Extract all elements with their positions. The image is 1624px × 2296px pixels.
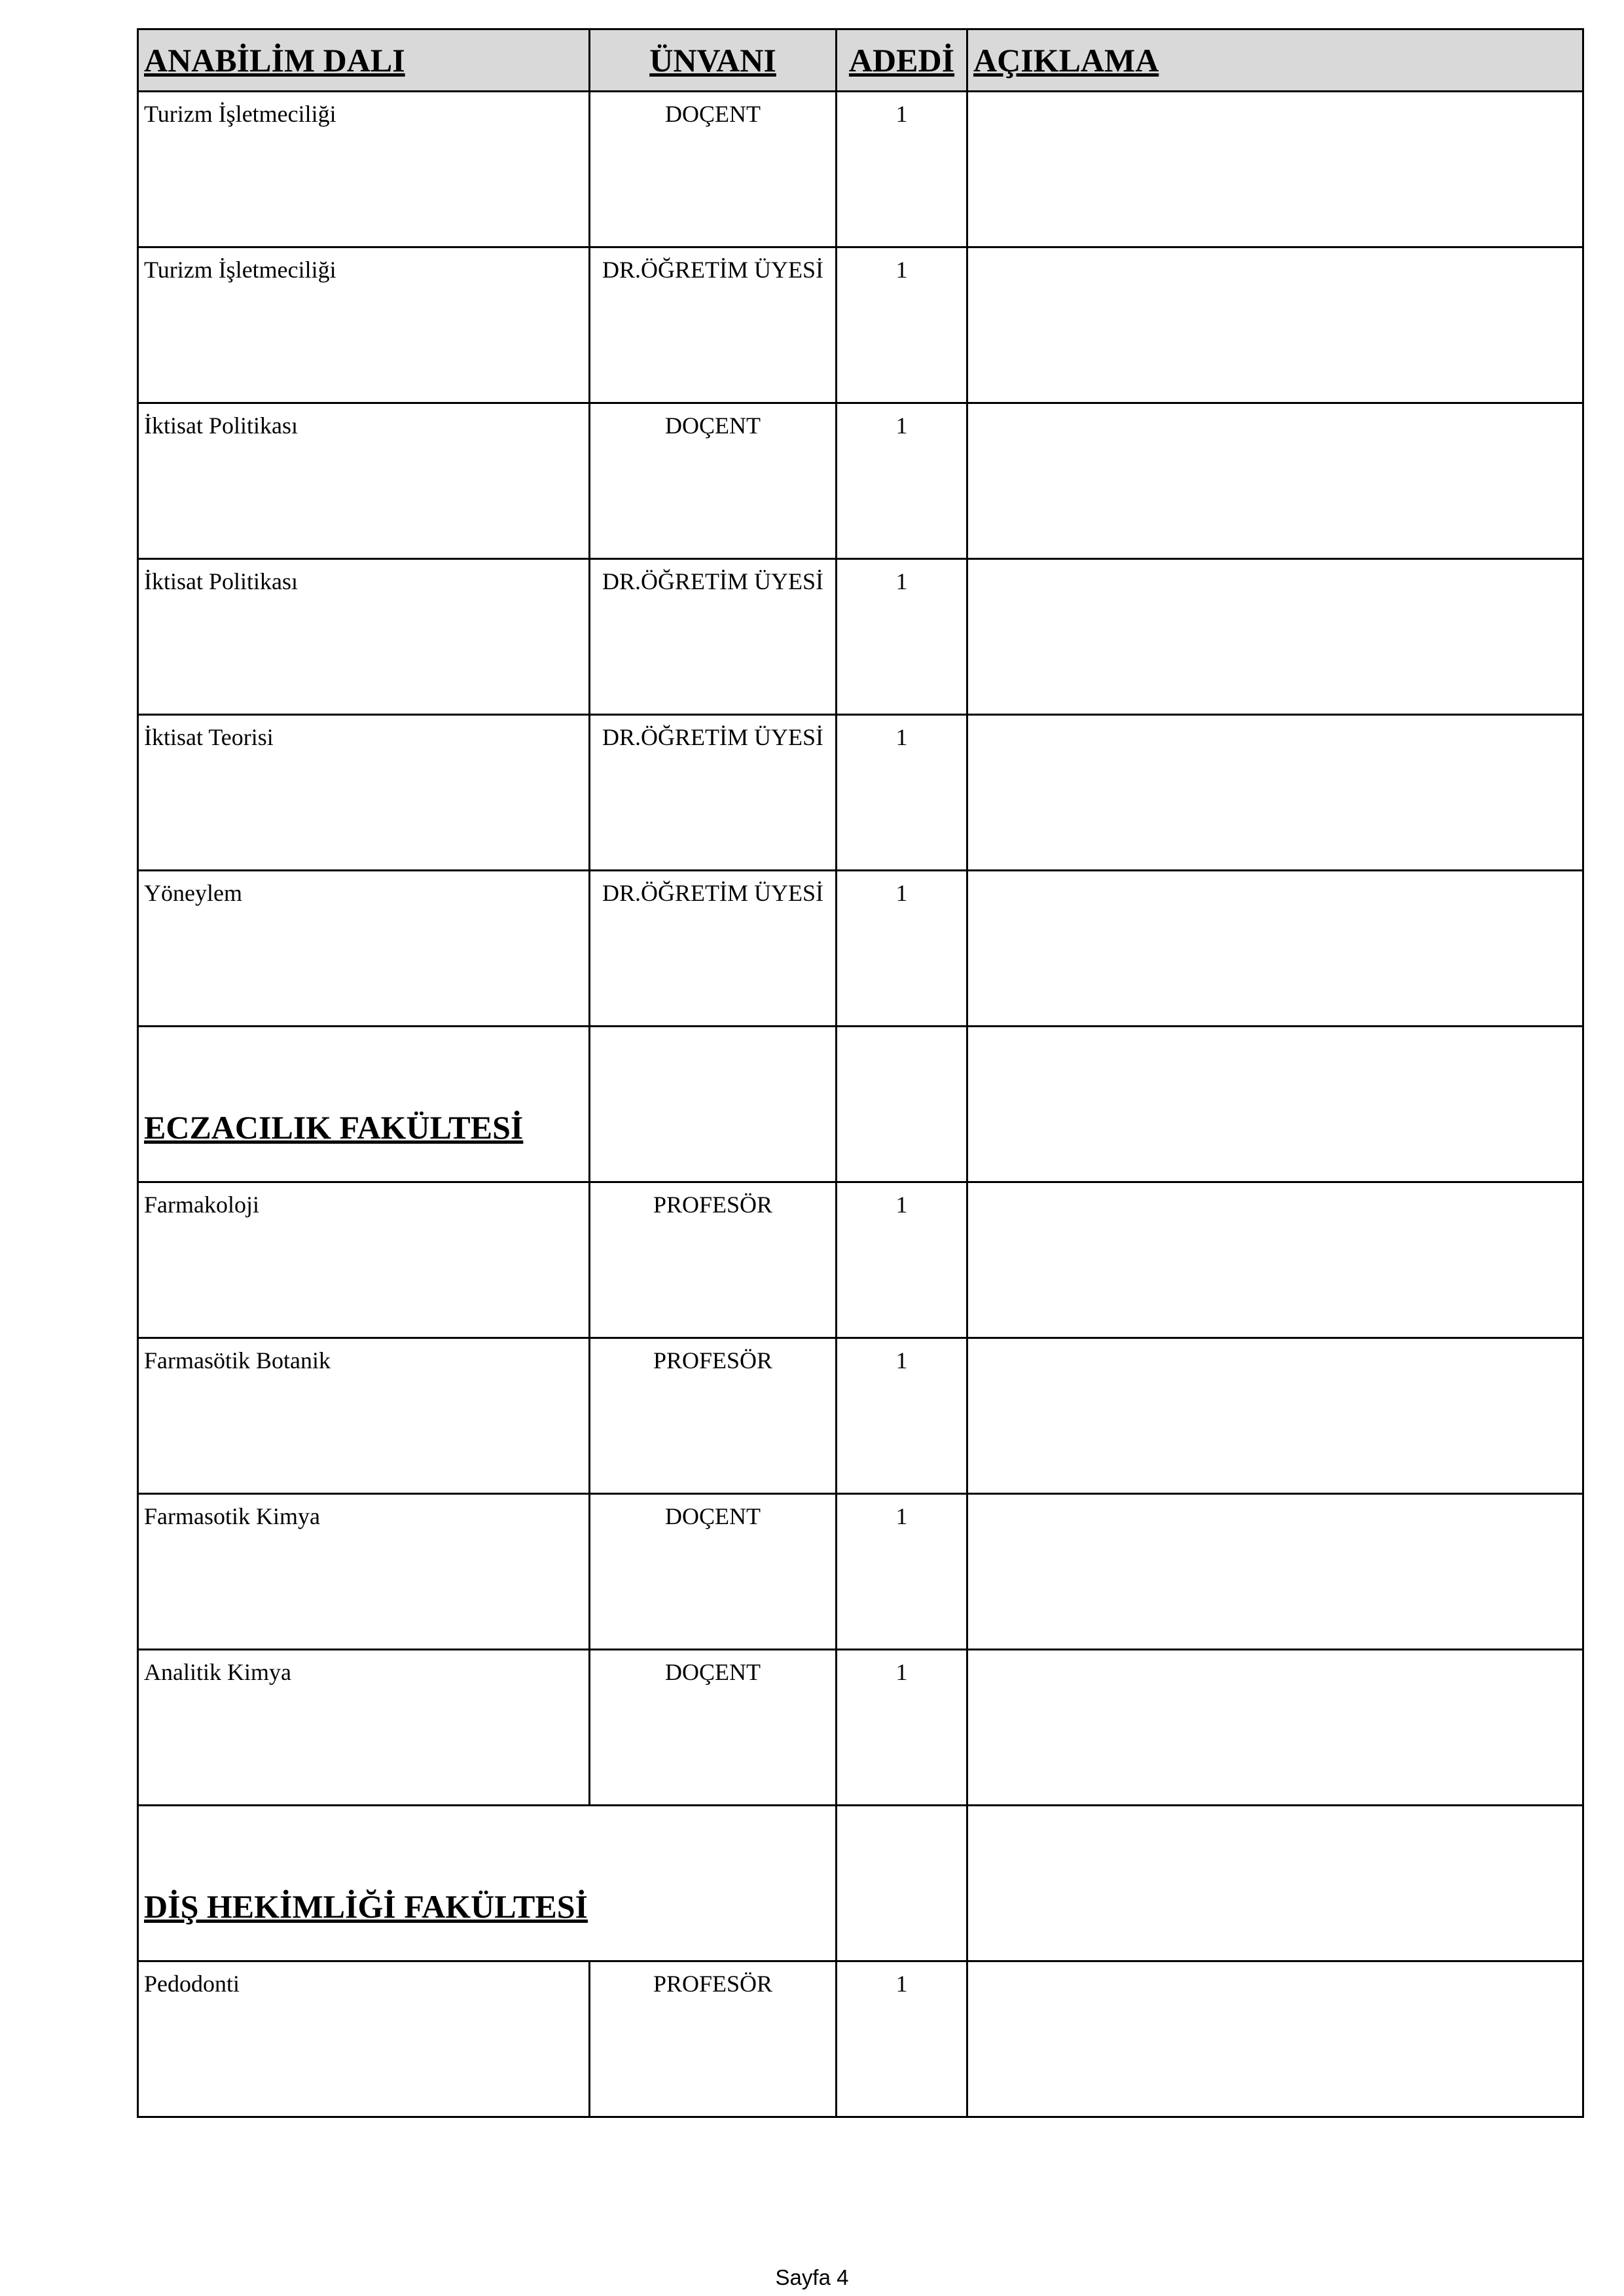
unvan-cell: DOÇENT (590, 1650, 837, 1806)
empty-cell (837, 1806, 967, 1961)
faculty-title: ECZACILIK FAKÜLTESİ (144, 1108, 524, 1146)
adet-cell: 1 (837, 1650, 967, 1806)
aciklama-cell (967, 403, 1583, 559)
adet-cell: 1 (837, 247, 967, 403)
adet-cell: 1 (837, 715, 967, 871)
table-row (138, 1961, 1583, 2117)
faculty-title-cell (138, 1806, 837, 1961)
aciklama-cell (967, 247, 1583, 403)
unvan-cell: DR.ÖĞRETİM ÜYESİ (590, 715, 837, 871)
anabilim-dali-cell: Analitik Kimya (138, 1650, 590, 1806)
table-row (138, 715, 1583, 871)
unvan-cell: PROFESÖR (590, 1182, 837, 1338)
aciklama-cell (967, 1650, 1583, 1806)
staff-table (137, 28, 1584, 2118)
anabilim-dali-cell: İktisat Politikası (138, 559, 590, 715)
table-row (138, 92, 1583, 247)
table-row (138, 1182, 1583, 1338)
anabilim-dali-cell: Turizm İşletmeciliği (138, 247, 590, 403)
header-aciklama: AÇIKLAMA (967, 29, 1583, 92)
page-number: Sayfa 4 (775, 2265, 849, 2289)
anabilim-dali-cell: İktisat Politikası (138, 403, 590, 559)
unvan-cell: DR.ÖĞRETİM ÜYESİ (590, 871, 837, 1027)
unvan-cell: DR.ÖĞRETİM ÜYESİ (590, 559, 837, 715)
adet-cell: 1 (837, 1494, 967, 1650)
table-header (138, 29, 1583, 92)
anabilim-dali-cell: Turizm İşletmeciliği (138, 92, 590, 247)
unvan-cell: DOÇENT (590, 92, 837, 247)
adet-cell: 1 (837, 559, 967, 715)
table-row (138, 247, 1583, 403)
anabilim-dali-cell: Farmasotik Kimya (138, 1494, 590, 1650)
aciklama-cell (967, 871, 1583, 1027)
aciklama-cell (967, 1494, 1583, 1650)
faculty-section-row (138, 1806, 1583, 1961)
faculty-section-row (138, 1027, 1583, 1182)
aciklama-cell (967, 92, 1583, 247)
adet-cell: 1 (837, 92, 967, 247)
unvan-cell: PROFESÖR (590, 1338, 837, 1494)
aciklama-cell (967, 1182, 1583, 1338)
aciklama-cell (967, 715, 1583, 871)
faculty-title: DİŞ HEKİMLİĞİ FAKÜLTESİ (144, 1887, 588, 1925)
anabilim-dali-cell: Farmakoloji (138, 1182, 590, 1338)
empty-cell (590, 1027, 837, 1182)
adet-cell: 1 (837, 871, 967, 1027)
anabilim-dali-cell: Pedodonti (138, 1961, 590, 2117)
table-row (138, 403, 1583, 559)
aciklama-cell (967, 1338, 1583, 1494)
empty-cell (967, 1806, 1583, 1961)
adet-cell: 1 (837, 1182, 967, 1338)
empty-cell (837, 1027, 967, 1182)
table-row (138, 871, 1583, 1027)
table-body (138, 92, 1583, 2117)
header-unvani: ÜNVANI (590, 29, 837, 92)
anabilim-dali-cell: Farmasötik Botanik (138, 1338, 590, 1494)
adet-cell: 1 (837, 1338, 967, 1494)
aciklama-cell (967, 559, 1583, 715)
anabilim-dali-cell: Yöneylem (138, 871, 590, 1027)
anabilim-dali-cell: İktisat Teorisi (138, 715, 590, 871)
table-row (138, 1494, 1583, 1650)
unvan-cell: DOÇENT (590, 403, 837, 559)
adet-cell: 1 (837, 1961, 967, 2117)
empty-cell (967, 1027, 1583, 1182)
unvan-cell: DR.ÖĞRETİM ÜYESİ (590, 247, 837, 403)
table-row (138, 1338, 1583, 1494)
unvan-cell: DOÇENT (590, 1494, 837, 1650)
adet-cell: 1 (837, 403, 967, 559)
header-anabilim-dali: ANABİLİM DALI (138, 29, 590, 92)
faculty-title-cell (138, 1027, 590, 1182)
table-row (138, 1650, 1583, 1806)
aciklama-cell (967, 1961, 1583, 2117)
header-adedi: ADEDİ (837, 29, 967, 92)
unvan-cell: PROFESÖR (590, 1961, 837, 2117)
table-row (138, 559, 1583, 715)
